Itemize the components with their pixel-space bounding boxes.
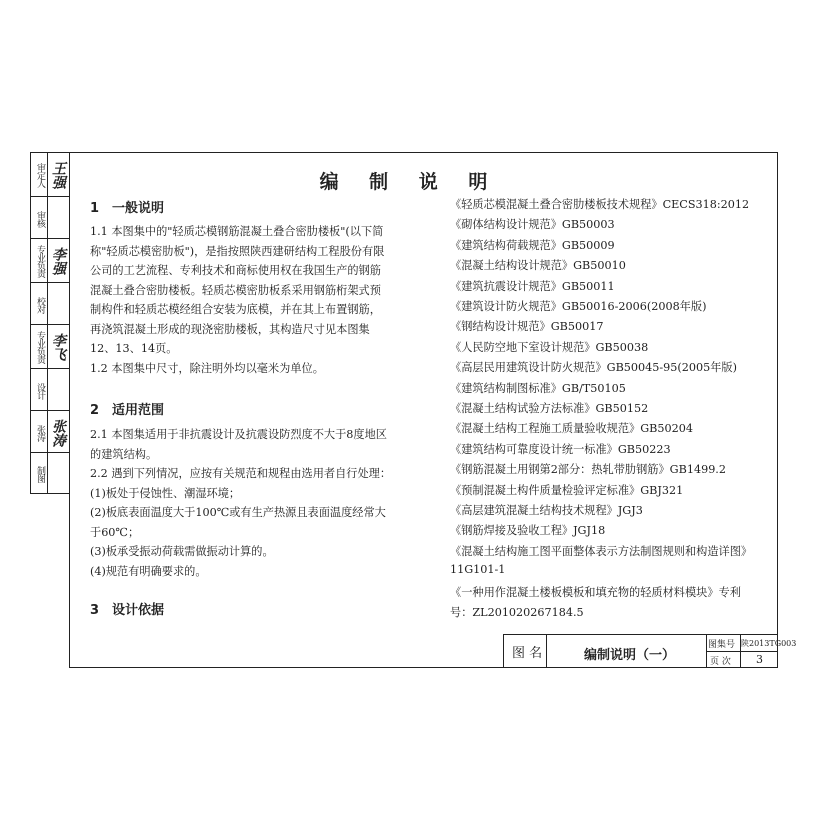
tb-label-name: 图 名: [512, 646, 543, 661]
signature: 李强: [50, 247, 66, 275]
sidebar-row-8: [31, 453, 69, 493]
reference-item: 号：ZL201020267184.5: [450, 606, 584, 619]
text-line: 混凝土叠合密肋楼板。轻质芯模密肋板系采用钢筋桁架式预: [90, 283, 381, 297]
tb-label-page: 页 次: [710, 657, 731, 667]
sidebar-label: 审定人: [35, 163, 45, 187]
reference-item: 《建筑结构可靠度设计统一标准》GB50223: [450, 442, 671, 456]
text-line: 制构件和轻质芯模经组合安装为底模，并在其上布置钢筋，: [90, 303, 381, 316]
reference-item: 《钢筋混凝土用钢第2部分：热轧带肋钢筋》GB1499.2: [450, 463, 726, 477]
section-1-heading: 1 一般说明: [90, 201, 165, 216]
reference-item: 《钢结构设计规范》GB50017: [450, 320, 604, 334]
text-line: 2.1 本图集适用于非抗震设计及抗震设防烈度不大于8度地区: [90, 428, 387, 441]
reference-item: 《高层民用建筑设计防火规范》GB50045-95(2005年版): [450, 361, 737, 375]
section-3-heading: 3 设计依据: [90, 603, 165, 618]
sidebar-label: 专业负责: [35, 331, 45, 363]
sidebar-row-2: [31, 197, 69, 239]
signature: 王强: [50, 161, 66, 189]
sidebar-label: 制图: [35, 466, 45, 482]
section-1-paragraph: [90, 222, 384, 378]
section-2-heading: 2 适用范围: [90, 403, 165, 418]
atlas-number: 陕2013TG003: [741, 639, 797, 648]
reference-item: 《混凝土结构试验方法标准》GB50152: [450, 402, 649, 415]
reference-item: 《混凝土结构工程施工质量验收规范》GB50204: [450, 422, 693, 436]
approval-sidebar: [30, 152, 70, 494]
text-line: (4)规范有明确要求的。: [90, 564, 207, 578]
drawing-name: 编制说明（一）: [584, 648, 676, 663]
text-line: 1.1 本图集中的"轻质芯模钢筋混凝土叠合密肋楼板"(以下简: [90, 225, 384, 238]
reference-item: 《人民防空地下室设计规范》GB50038: [450, 340, 649, 354]
reference-item: 《建筑设计防火规范》GB50016-2006(2008年版): [450, 300, 707, 313]
sidebar-label: 设计: [35, 383, 45, 399]
text-line: (1)板处于侵蚀性、潮湿环境；: [90, 486, 241, 500]
reference-item: 《建筑结构制图标准》GB/T50105: [450, 381, 626, 395]
tb-label-atlas: 图集号: [708, 640, 736, 650]
sidebar-label: 张涛: [35, 425, 45, 441]
reference-item: 《砌体结构设计规范》GB50003: [450, 218, 615, 232]
text-line: 称"轻质芯模密肋板")，是指按照陕西建研结构工程股份有限: [90, 244, 385, 258]
text-line: 的建筑结构。: [90, 447, 158, 461]
sidebar-label: 审核: [35, 211, 45, 227]
signature: 张涛: [50, 419, 66, 447]
reference-item: 《轻质芯模混凝土叠合密肋楼板技术规程》CECS318:2012: [450, 198, 750, 211]
tb-divider: [546, 635, 547, 667]
signature: 李飞: [50, 333, 66, 361]
reference-item: 11G101-1: [450, 563, 506, 577]
sidebar-label: 校对: [35, 297, 45, 313]
text-line: 于60℃；: [90, 525, 140, 539]
text-line: 1.2 本图集中尺寸，除注明外均以毫米为单位。: [90, 361, 324, 375]
page-title: 编 制 说 明: [319, 171, 500, 193]
text-line: 12、13、14页。: [90, 342, 178, 355]
section-2-paragraph: [90, 425, 391, 581]
text-line: 再浇筑混凝土形成的现浇密肋楼板，其构造尺寸见本图集: [90, 322, 370, 336]
reference-item: 《建筑抗震设计规范》GB50011: [450, 279, 615, 293]
page-number: 3: [756, 653, 763, 666]
sidebar-row-5: [31, 325, 69, 369]
reference-item: 《建筑结构荷载规范》GB50009: [450, 238, 615, 252]
reference-item: 《钢筋焊接及验收工程》JGJ18: [450, 524, 606, 538]
text-line: 2.2 遇到下列情况，应按有关规范和规程由选用者自行处理：: [90, 467, 392, 480]
reference-item: 《混凝土结构施工图平面整体表示方法制图规则和构造详图》: [450, 544, 753, 558]
text-line: (2)板底表面温度大于100℃或有生产热源且表面温度经常大: [90, 506, 386, 519]
sidebar-row-4: [31, 283, 69, 325]
sidebar-label: 专业负责: [35, 245, 45, 277]
sidebar-row-7: [31, 411, 69, 453]
sidebar-row-3: [31, 239, 69, 283]
text-line: 公司的工艺流程、专利技术和商标使用权在我国生产的钢筋: [90, 264, 381, 277]
reference-item: 《混凝土结构设计规范》GB50010: [450, 259, 626, 273]
sidebar-row-6: [31, 369, 69, 411]
reference-item: 《一种用作混凝土楼板模板和填充物的轻质材料模块》专利: [450, 585, 741, 599]
reference-item: 《高层建筑混凝土结构技术规程》JGJ3: [450, 504, 643, 517]
tb-divider: [706, 651, 777, 652]
text-line: (3)板承受振动荷载需做振动计算的。: [90, 545, 274, 558]
title-block: [503, 634, 797, 668]
reference-item: 《预制混凝土构件质量检验评定标准》GBJ321: [450, 483, 684, 497]
